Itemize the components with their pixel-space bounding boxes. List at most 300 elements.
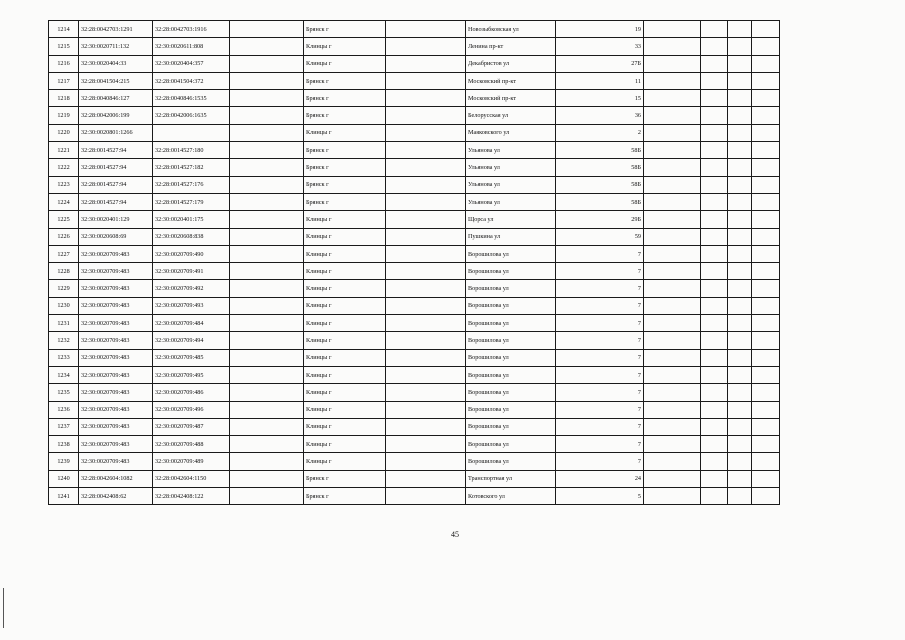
cell-cadastral-parent: 32:28:0040846:127 [79, 90, 153, 107]
table-row [49, 90, 780, 107]
cell-empty [386, 245, 466, 262]
table-row [49, 297, 780, 314]
cell-empty [386, 124, 466, 141]
table-row [49, 488, 780, 505]
cell-empty [701, 142, 728, 159]
cell-empty [644, 72, 701, 89]
cell-empty [230, 470, 304, 487]
cell-city: Брянск г [304, 159, 386, 176]
cell-empty [701, 176, 728, 193]
cell-empty [701, 21, 728, 38]
cell-empty [701, 211, 728, 228]
cell-empty [386, 332, 466, 349]
cell-empty [701, 453, 728, 470]
cell-house: 15 [556, 90, 644, 107]
cell-cadastral-parent: 32:30:0020709:483 [79, 349, 153, 366]
cell-empty [728, 176, 752, 193]
cell-cadastral-parent: 32:28:0042604:1082 [79, 470, 153, 487]
cell-house: 11 [556, 72, 644, 89]
cell-house: 24 [556, 470, 644, 487]
cell-empty [701, 297, 728, 314]
table-row [49, 211, 780, 228]
cell-city: Клинцы г [304, 263, 386, 280]
cell-cadastral-parent: 32:30:0020709:483 [79, 384, 153, 401]
cell-empty [701, 280, 728, 297]
cell-cadastral-parent: 32:28:0014527:94 [79, 176, 153, 193]
cell-empty [752, 72, 780, 89]
cell-empty [644, 488, 701, 505]
cell-empty [752, 315, 780, 332]
cell-house: 7 [556, 263, 644, 280]
cell-cadastral-number: 32:30:0020709:485 [153, 349, 230, 366]
cell-house: 7 [556, 384, 644, 401]
cell-empty [752, 193, 780, 210]
cell-cadastral-number: 32:30:0020709:494 [153, 332, 230, 349]
cell-house: 7 [556, 280, 644, 297]
cell-number: 1234 [49, 366, 79, 383]
table-row [49, 349, 780, 366]
cell-empty [386, 228, 466, 245]
cell-empty [230, 21, 304, 38]
cell-cadastral-parent: 32:30:0020709:483 [79, 401, 153, 418]
cell-empty [386, 315, 466, 332]
table-row [49, 193, 780, 210]
cell-empty [752, 176, 780, 193]
cell-cadastral-number: 32:30:0020709:491 [153, 263, 230, 280]
cell-empty [752, 245, 780, 262]
cell-street: Декабристов ул [466, 55, 556, 72]
cell-cadastral-number: 32:28:0042006:1635 [153, 107, 230, 124]
table-row [49, 315, 780, 332]
cell-street: Пушкина ул [466, 228, 556, 245]
cell-street: Котовского ул [466, 488, 556, 505]
cell-empty [752, 280, 780, 297]
cell-street: Ворошилова ул [466, 418, 556, 435]
cell-number: 1227 [49, 245, 79, 262]
cell-empty [752, 436, 780, 453]
cell-empty [728, 436, 752, 453]
cell-empty [644, 159, 701, 176]
cell-empty [644, 401, 701, 418]
cell-empty [230, 38, 304, 55]
cell-street: Московский пр-кт [466, 72, 556, 89]
cell-street: Ворошилова ул [466, 384, 556, 401]
cell-cadastral-number: 32:30:0020709:495 [153, 366, 230, 383]
cell-house: 7 [556, 436, 644, 453]
cell-city: Клинцы г [304, 401, 386, 418]
cell-empty [701, 72, 728, 89]
cell-empty [644, 245, 701, 262]
cell-empty [386, 436, 466, 453]
cell-empty [386, 418, 466, 435]
cell-house: 36 [556, 107, 644, 124]
table-row [49, 453, 780, 470]
cell-empty [752, 401, 780, 418]
cell-cadastral-number: 32:30:0020401:175 [153, 211, 230, 228]
cell-empty [752, 21, 780, 38]
cell-empty [701, 418, 728, 435]
cell-empty [701, 38, 728, 55]
cell-cadastral-number: 32:28:0014527:176 [153, 176, 230, 193]
cell-number: 1225 [49, 211, 79, 228]
cell-house: 33 [556, 38, 644, 55]
cell-cadastral-parent: 32:30:0020608:69 [79, 228, 153, 245]
cell-empty [230, 401, 304, 418]
cell-cadastral-number: 32:28:0040846:1535 [153, 90, 230, 107]
cell-cadastral-number: 32:28:0042703:1916 [153, 21, 230, 38]
cell-number: 1222 [49, 159, 79, 176]
cell-empty [752, 384, 780, 401]
cell-cadastral-parent: 32:30:0020401:129 [79, 211, 153, 228]
table-row [49, 418, 780, 435]
cell-house: 58Б [556, 142, 644, 159]
cell-cadastral-parent: 32:28:0014527:94 [79, 193, 153, 210]
cell-street: Ленина пр-кт [466, 38, 556, 55]
cell-empty [230, 142, 304, 159]
cell-empty [728, 366, 752, 383]
cell-number: 1233 [49, 349, 79, 366]
cell-empty [386, 470, 466, 487]
cell-empty [644, 366, 701, 383]
cell-empty [728, 488, 752, 505]
cell-empty [386, 90, 466, 107]
cell-number: 1239 [49, 453, 79, 470]
cell-cadastral-number: 32:30:0020611:808 [153, 38, 230, 55]
cell-city: Брянск г [304, 470, 386, 487]
registry-table [48, 20, 780, 505]
cell-city: Клинцы г [304, 280, 386, 297]
table-row [49, 280, 780, 297]
cell-empty [644, 470, 701, 487]
cell-house: 7 [556, 297, 644, 314]
table-row [49, 142, 780, 159]
cell-empty [386, 384, 466, 401]
cell-empty [701, 55, 728, 72]
cell-cadastral-number: 32:28:0014527:180 [153, 142, 230, 159]
cell-street: Транспортная ул [466, 470, 556, 487]
cell-cadastral-parent: 32:28:0014527:94 [79, 142, 153, 159]
cell-empty [644, 107, 701, 124]
cell-empty [644, 436, 701, 453]
cell-empty [644, 315, 701, 332]
table-row [49, 332, 780, 349]
cell-empty [386, 297, 466, 314]
cell-number: 1226 [49, 228, 79, 245]
cell-empty [728, 142, 752, 159]
cell-city: Клинцы г [304, 453, 386, 470]
cell-empty [386, 211, 466, 228]
cell-cadastral-parent: 32:30:0020709:483 [79, 315, 153, 332]
cell-empty [230, 124, 304, 141]
cell-cadastral-number: 32:28:0014527:182 [153, 159, 230, 176]
cell-empty [728, 228, 752, 245]
cell-city: Клинцы г [304, 418, 386, 435]
cell-empty [752, 263, 780, 280]
cell-cadastral-number: 32:30:0020709:484 [153, 315, 230, 332]
cell-city: Клинцы г [304, 211, 386, 228]
cell-empty [701, 263, 728, 280]
table-row [49, 366, 780, 383]
cell-street: Ворошилова ул [466, 366, 556, 383]
cell-cadastral-parent: 32:30:0020709:483 [79, 280, 153, 297]
cell-empty [230, 332, 304, 349]
cell-cadastral-number: 32:30:0020709:493 [153, 297, 230, 314]
cell-empty [752, 38, 780, 55]
cell-empty [386, 193, 466, 210]
table-row [49, 401, 780, 418]
cell-street: Ульянова ул [466, 176, 556, 193]
cell-number: 1228 [49, 263, 79, 280]
cell-number: 1236 [49, 401, 79, 418]
cell-house: 58Б [556, 159, 644, 176]
cell-empty [230, 245, 304, 262]
cell-street: Новозыбковская ул [466, 21, 556, 38]
cell-street: Ворошилова ул [466, 332, 556, 349]
cell-cadastral-number [153, 124, 230, 141]
table-row [49, 436, 780, 453]
cell-empty [386, 280, 466, 297]
cell-city: Брянск г [304, 142, 386, 159]
cell-street: Ворошилова ул [466, 245, 556, 262]
cell-city: Клинцы г [304, 384, 386, 401]
table-row [49, 107, 780, 124]
cell-house: 58Б [556, 176, 644, 193]
cell-number: 1231 [49, 315, 79, 332]
cell-empty [752, 211, 780, 228]
cell-city: Клинцы г [304, 245, 386, 262]
cell-city: Клинцы г [304, 332, 386, 349]
cell-empty [752, 332, 780, 349]
cell-empty [230, 55, 304, 72]
cell-empty [644, 263, 701, 280]
cell-empty [644, 332, 701, 349]
cell-empty [701, 401, 728, 418]
cell-empty [701, 366, 728, 383]
cell-street: Ворошилова ул [466, 436, 556, 453]
table-row [49, 55, 780, 72]
cell-house: 7 [556, 366, 644, 383]
cell-street: Ворошилова ул [466, 401, 556, 418]
cell-empty [752, 159, 780, 176]
cell-street: Ворошилова ул [466, 263, 556, 280]
cell-number: 1221 [49, 142, 79, 159]
cell-cadastral-number: 32:28:0042408:122 [153, 488, 230, 505]
cell-empty [728, 418, 752, 435]
cell-number: 1219 [49, 107, 79, 124]
scan-edge-mark [3, 588, 4, 628]
cell-empty [701, 384, 728, 401]
cell-empty [701, 159, 728, 176]
cell-empty [728, 90, 752, 107]
cell-empty [230, 453, 304, 470]
cell-empty [752, 349, 780, 366]
cell-cadastral-parent: 32:30:0020711:132 [79, 38, 153, 55]
cell-empty [728, 401, 752, 418]
table-row [49, 72, 780, 89]
cell-empty [728, 159, 752, 176]
cell-empty [386, 142, 466, 159]
cell-street: Ульянова ул [466, 159, 556, 176]
cell-empty [752, 228, 780, 245]
cell-cadastral-number: 32:28:0041504:372 [153, 72, 230, 89]
cell-empty [728, 38, 752, 55]
cell-cadastral-parent: 32:30:0020709:483 [79, 418, 153, 435]
cell-empty [752, 366, 780, 383]
cell-street: Ворошилова ул [466, 349, 556, 366]
cell-city: Клинцы г [304, 124, 386, 141]
cell-cadastral-parent: 32:28:0014527:94 [79, 159, 153, 176]
cell-empty [230, 176, 304, 193]
cell-empty [728, 107, 752, 124]
cell-city: Клинцы г [304, 315, 386, 332]
cell-street: Московский пр-кт [466, 90, 556, 107]
cell-number: 1217 [49, 72, 79, 89]
cell-empty [230, 297, 304, 314]
cell-house: 29Б [556, 211, 644, 228]
cell-empty [230, 159, 304, 176]
cell-empty [752, 124, 780, 141]
cell-empty [701, 107, 728, 124]
cell-empty [701, 193, 728, 210]
cell-city: Клинцы г [304, 349, 386, 366]
cell-empty [728, 55, 752, 72]
cell-house: 5 [556, 488, 644, 505]
cell-empty [230, 280, 304, 297]
cell-empty [752, 55, 780, 72]
cell-empty [728, 263, 752, 280]
cell-street: Щорса ул [466, 211, 556, 228]
cell-number: 1237 [49, 418, 79, 435]
cell-empty [701, 349, 728, 366]
cell-empty [386, 349, 466, 366]
cell-number: 1240 [49, 470, 79, 487]
cell-empty [230, 488, 304, 505]
cell-house: 7 [556, 332, 644, 349]
cell-cadastral-parent: 32:30:0020709:483 [79, 245, 153, 262]
cell-house: 27Б [556, 55, 644, 72]
cell-empty [752, 418, 780, 435]
cell-empty [752, 488, 780, 505]
cell-empty [752, 142, 780, 159]
cell-cadastral-number: 32:30:0020709:489 [153, 453, 230, 470]
cell-city: Клинцы г [304, 55, 386, 72]
cell-house: 7 [556, 315, 644, 332]
cell-empty [230, 193, 304, 210]
cell-empty [644, 418, 701, 435]
cell-cadastral-parent: 32:28:0041504:215 [79, 72, 153, 89]
cell-empty [386, 176, 466, 193]
cell-empty [728, 349, 752, 366]
cell-empty [644, 297, 701, 314]
cell-house: 7 [556, 418, 644, 435]
cell-empty [230, 72, 304, 89]
cell-empty [728, 297, 752, 314]
cell-empty [752, 453, 780, 470]
cell-empty [386, 488, 466, 505]
cell-empty [644, 453, 701, 470]
cell-street: Белорусская ул [466, 107, 556, 124]
cell-empty [386, 55, 466, 72]
registry-rows [49, 21, 780, 505]
cell-city: Клинцы г [304, 297, 386, 314]
cell-empty [386, 263, 466, 280]
cell-empty [752, 90, 780, 107]
cell-empty [644, 193, 701, 210]
cell-empty [644, 228, 701, 245]
cell-empty [752, 297, 780, 314]
cell-empty [230, 366, 304, 383]
cell-empty [644, 384, 701, 401]
cell-city: Брянск г [304, 488, 386, 505]
cell-empty [230, 90, 304, 107]
cell-number: 1229 [49, 280, 79, 297]
cell-empty [728, 470, 752, 487]
cell-cadastral-number: 32:30:0020608:838 [153, 228, 230, 245]
table-row [49, 470, 780, 487]
cell-city: Брянск г [304, 176, 386, 193]
table-row [49, 21, 780, 38]
cell-empty [230, 349, 304, 366]
cell-house: 7 [556, 401, 644, 418]
cell-empty [386, 38, 466, 55]
cell-city: Клинцы г [304, 38, 386, 55]
cell-empty [728, 211, 752, 228]
cell-empty [728, 453, 752, 470]
cell-street: Ворошилова ул [466, 453, 556, 470]
cell-empty [644, 21, 701, 38]
cell-number: 1232 [49, 332, 79, 349]
cell-empty [701, 245, 728, 262]
cell-street: Ульянова ул [466, 142, 556, 159]
cell-street: Ворошилова ул [466, 280, 556, 297]
cell-empty [728, 280, 752, 297]
cell-cadastral-number: 32:30:0020709:492 [153, 280, 230, 297]
cell-street: Ульянова ул [466, 193, 556, 210]
cell-cadastral-number: 32:30:0020709:488 [153, 436, 230, 453]
cell-city: Клинцы г [304, 436, 386, 453]
cell-empty [230, 263, 304, 280]
cell-empty [386, 21, 466, 38]
cell-empty [728, 124, 752, 141]
table-row [49, 159, 780, 176]
cell-cadastral-parent: 32:30:0020801:1266 [79, 124, 153, 141]
cell-empty [728, 245, 752, 262]
cell-empty [230, 211, 304, 228]
cell-empty [230, 107, 304, 124]
cell-house: 59 [556, 228, 644, 245]
cell-empty [701, 470, 728, 487]
cell-city: Брянск г [304, 90, 386, 107]
cell-cadastral-parent: 32:30:0020709:483 [79, 263, 153, 280]
cell-house: 7 [556, 245, 644, 262]
cell-empty [644, 280, 701, 297]
cell-empty [386, 107, 466, 124]
cell-empty [701, 315, 728, 332]
table-row [49, 228, 780, 245]
cell-cadastral-parent: 32:30:0020709:483 [79, 453, 153, 470]
cell-empty [701, 488, 728, 505]
cell-cadastral-parent: 32:30:0020404:33 [79, 55, 153, 72]
cell-number: 1215 [49, 38, 79, 55]
cell-empty [386, 159, 466, 176]
cell-cadastral-parent: 32:28:0042006:199 [79, 107, 153, 124]
cell-number: 1230 [49, 297, 79, 314]
cell-empty [644, 55, 701, 72]
cell-empty [701, 436, 728, 453]
cell-empty [386, 453, 466, 470]
table-row [49, 384, 780, 401]
cell-empty [728, 315, 752, 332]
